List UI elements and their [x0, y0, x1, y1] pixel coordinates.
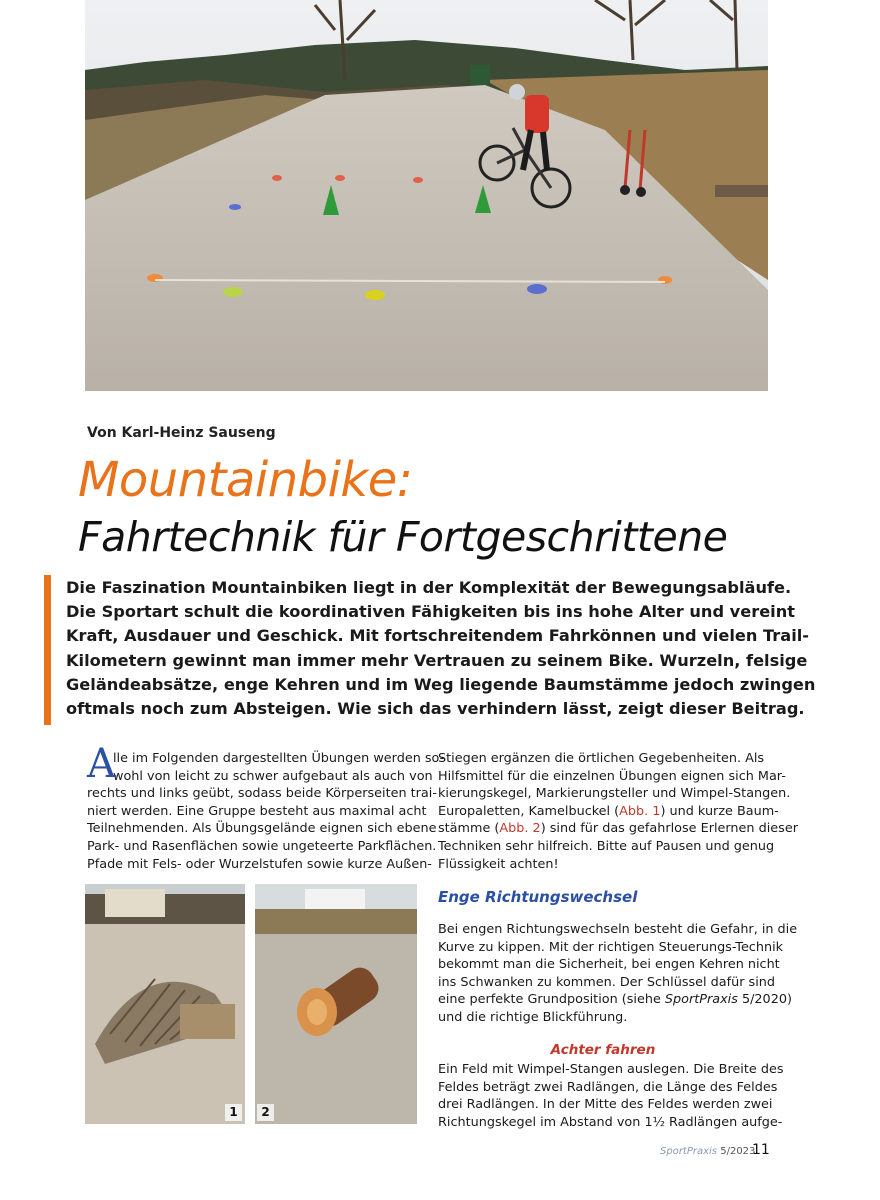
- figure-1-number: 1: [225, 1104, 242, 1121]
- byline: Von Karl-Heinz Sauseng: [87, 425, 276, 441]
- lead-accent-bar: [44, 575, 51, 725]
- body-line: Kurve zu kippen. Mit der richtigen Steuerungs-Technik: [438, 939, 784, 955]
- figure-2-reference: Abb. 2: [499, 821, 541, 837]
- figure-1-camel-hump-photo: [85, 884, 245, 1124]
- lead-line: Kilometern gewinnt man immer mehr Vertrauen zu seinem Bike. Wurzeln, felsige: [66, 650, 808, 670]
- body-line: Richtungskegel im Abstand von 1½ Radlängen aufge-: [438, 1114, 783, 1130]
- text-run: eine perfekte Grundposition (siehe: [438, 992, 665, 1008]
- text-run: stämme (: [438, 821, 500, 837]
- lead-line: Kraft, Ausdauer und Geschick. Mit fortschreitendem Fahrkönnen und vielen Trail-: [66, 626, 810, 646]
- body-line: Park- und Rasenflächen sowie ungeteerte Parkflächen.: [87, 838, 437, 854]
- figure-2-log-photo: [255, 884, 417, 1124]
- body-line: und die richtige Blickführung.: [438, 1009, 628, 1025]
- body-line: Stiegen ergänzen die örtlichen Gegebenheiten. Als: [438, 751, 765, 766]
- body-line: rechts und links geübt, sodass beide Körperseiten trai-: [87, 786, 437, 802]
- section-body: [438, 921, 798, 1027]
- body-line: Teilnehmenden. Als Übungsgelände eignen sich ebene: [87, 821, 437, 837]
- text-run: Europaletten, Kamelbuckel (: [438, 803, 620, 819]
- body-line: Bei engen Richtungswechseln besteht die Gefahr, in die: [438, 922, 798, 937]
- page-footer: [660, 1146, 755, 1157]
- lead-line: Geländeabsätze, enge Kehren und im Weg liegende Baumstämme jedoch zwingen: [66, 674, 816, 694]
- body-line: Feldes beträgt zwei Radlängen, die Länge des Feldes: [438, 1079, 778, 1095]
- body-line: wohl von leicht zu schwer aufgebaut als auch von: [113, 768, 433, 784]
- body-line: bekommt man die Sicherheit, bei engen Kehren nicht: [438, 957, 780, 973]
- body-column-1: [87, 741, 445, 873]
- figure-2-number: 2: [257, 1104, 274, 1121]
- issue-number: 5/2023: [720, 1146, 756, 1157]
- article-title-line1: Mountainbike:: [78, 452, 413, 508]
- lead-line: Die Faszination Mountainbiken liegt in der Komplexität der Bewegungsabläufe.: [66, 578, 792, 597]
- page-number: 11: [752, 1142, 770, 1158]
- body-line: [438, 991, 792, 1009]
- subheading: Achter fahren: [550, 1042, 656, 1058]
- magazine-brand: SportPraxis: [660, 1146, 718, 1157]
- lead-line: oftmals noch zum Absteigen. Wie sich das verhindern lässt, zeigt dieser Beitrag.: [66, 699, 805, 719]
- body-line: niert werden. Eine Gruppe besteht aus maximal acht: [87, 803, 427, 819]
- drop-cap: A: [87, 741, 116, 787]
- lead-line: Die Sportart schult die koordinativen Fähigkeiten bis ins hohe Alter und vereint: [66, 602, 795, 622]
- subsection-body: [438, 1061, 784, 1131]
- text-run: ) sind für das gefahrlose Erlernen dieser: [540, 821, 798, 837]
- body-line: kierungskegel, Markierungsteller und Wimpel-Stangen.: [438, 786, 791, 802]
- body-line: [438, 803, 779, 821]
- body-line: lle im Folgenden dargestellten Übungen werden so-: [113, 751, 445, 766]
- body-line: Flüssigkeit achten!: [438, 856, 559, 872]
- figure-1-reference: Abb. 1: [619, 803, 661, 819]
- body-line: Ein Feld mit Wimpel-Stangen auslegen. Die Breite des: [438, 1062, 784, 1077]
- magazine-name: SportPraxis: [664, 992, 738, 1008]
- body-line: [438, 820, 798, 838]
- section-heading: Enge Richtungswechsel: [438, 888, 638, 906]
- text-run: 5/2020): [737, 992, 792, 1008]
- body-line: ins Schwanken zu kommen. Der Schlüssel dafür sind: [438, 974, 776, 990]
- body-line: Hilfsmittel für die einzelnen Übungen eignen sich Mar-: [438, 768, 786, 784]
- text-run: ) und kurze Baum-: [660, 803, 779, 819]
- lead-paragraph: [66, 576, 816, 721]
- body-line: drei Radlängen. In der Mitte des Feldes werden zwei: [438, 1097, 773, 1113]
- body-column-2: [438, 750, 798, 873]
- article-title-line2: Fahrtechnik für Fortgeschrittene: [78, 513, 728, 561]
- hero-photo-bike-course: [85, 0, 768, 391]
- body-line: Pfade mit Fels- oder Wurzelstufen sowie kurze Außen-: [87, 856, 432, 872]
- body-line: Techniken sehr hilfreich. Bitte auf Pausen und genug: [438, 838, 775, 854]
